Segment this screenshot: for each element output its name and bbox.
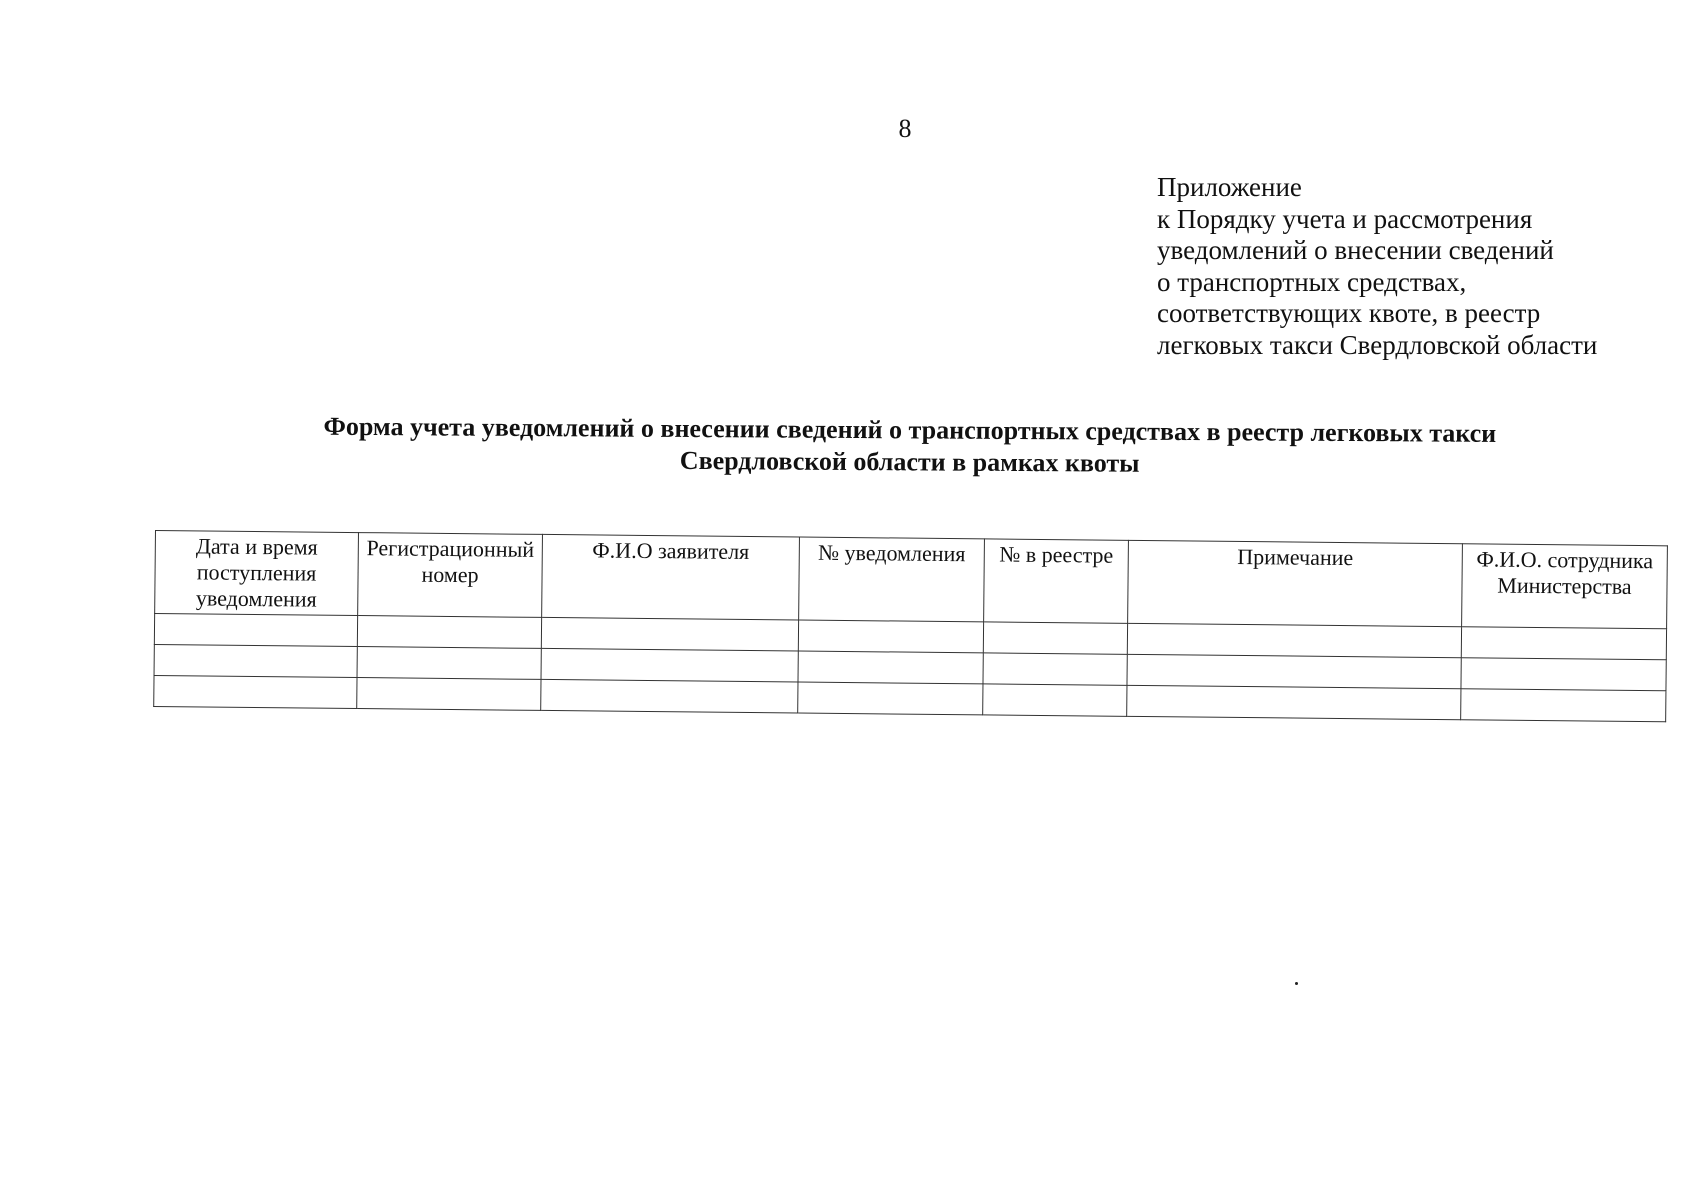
table-cell (1461, 689, 1666, 722)
appendix-block (1157, 172, 1657, 361)
table-cell (541, 648, 798, 682)
column-header-notification-number: № уведомления (799, 537, 985, 622)
appendix-line: к Порядку учета и рассмотрения (1157, 203, 1533, 234)
column-header-applicant: Ф.И.О заявителя (542, 534, 800, 620)
table-cell (798, 682, 983, 715)
table-cell (541, 679, 798, 713)
table-cell (1461, 658, 1666, 691)
register-table (153, 530, 1668, 722)
form-title-line-2: Свердловской области в рамках квоты (679, 445, 1140, 478)
column-header-reg-number: Регистрационный номер (358, 533, 543, 618)
table-cell (983, 684, 1127, 716)
table-cell (357, 647, 541, 680)
appendix-line: соответствующих квоте, в реестр (1157, 298, 1541, 328)
table-cell (541, 617, 798, 651)
form-title-line-1: Форма учета уведомлений о внесении сведений о транспортных средствах в реестр легковых такси (323, 411, 1497, 448)
column-header-employee: Ф.И.О. сотрудника Министерства (1462, 544, 1668, 629)
form-title (200, 410, 1620, 483)
table-cell (798, 620, 983, 653)
table-cell (357, 678, 541, 711)
table-cell (1461, 627, 1666, 660)
column-header-registry-number: № в реестре (984, 539, 1129, 623)
register-table-wrap (153, 530, 1667, 722)
table-header-row (155, 531, 1668, 629)
column-header-note: Примечание (1128, 540, 1463, 626)
table-cell (1127, 654, 1461, 688)
table-cell (798, 651, 983, 684)
table-cell (154, 675, 357, 708)
table-cell (1127, 623, 1461, 657)
appendix-line: легковых такси Свердловской области (1157, 329, 1598, 360)
scan-speck (1295, 982, 1298, 985)
appendix-line: Приложение (1157, 172, 1302, 202)
table-cell (1127, 685, 1461, 719)
table-cell (983, 622, 1127, 654)
column-header-date: Дата и время поступления уведомления (155, 531, 359, 616)
table-cell (154, 614, 357, 647)
table-cell (357, 616, 541, 649)
appendix-line: о транспортных средствах, (1157, 266, 1467, 297)
page-number: 8 (898, 114, 912, 143)
table-cell (154, 644, 357, 677)
appendix-line: уведомлений о внесении сведений (1157, 235, 1554, 265)
table-cell (983, 653, 1127, 685)
